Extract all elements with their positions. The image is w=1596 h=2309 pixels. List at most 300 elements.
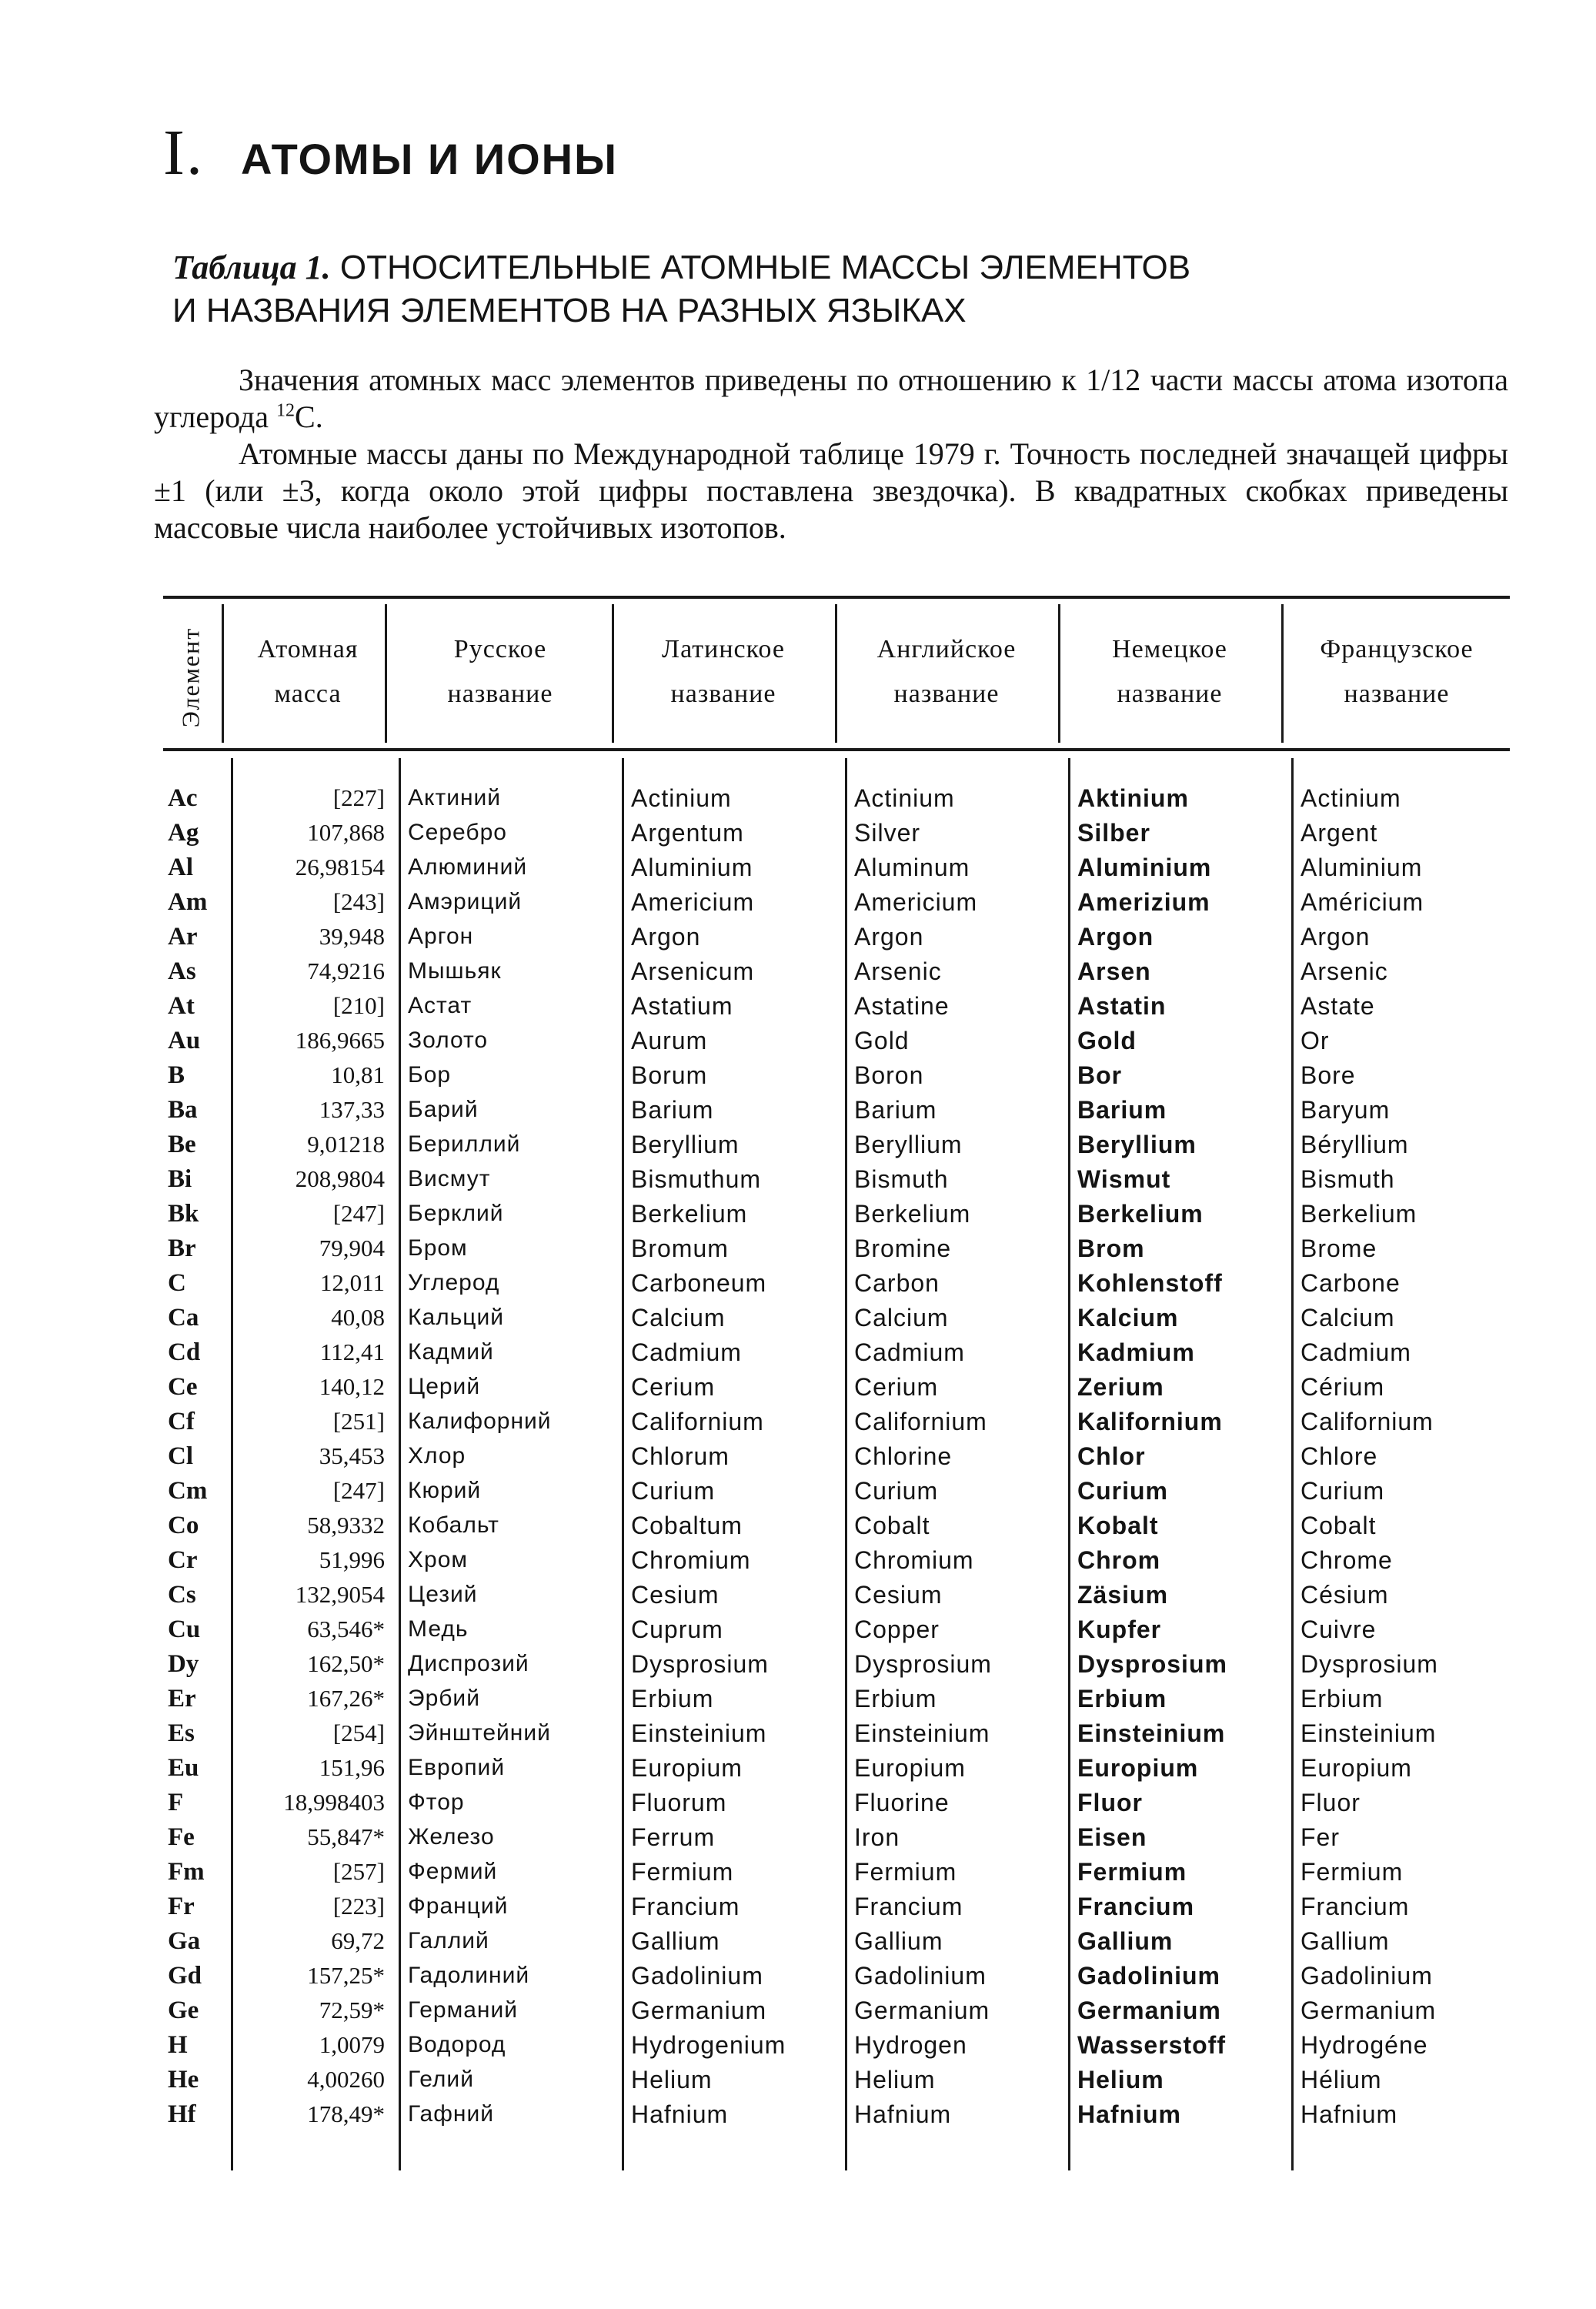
french-name: Cuivre [1301,1616,1377,1643]
russian-name: Калифорний [408,1408,552,1434]
english-name: Curium [854,1477,939,1505]
latin-name: Fluorum [631,1789,727,1816]
german-name: Brom [1077,1235,1145,1262]
intro-p1-text: Значения атомных масс элементов приведены по отношению к 1/12 части массы атома изотопа углерода [154,363,1508,434]
german-name: Barium [1077,1096,1167,1124]
french-name: Cadmium [1301,1338,1411,1366]
table-row [0,1439,1596,1473]
atomic-mass: 137,33 [319,1096,385,1123]
french-name: Fermium [1301,1858,1404,1886]
english-name: Copper [854,1616,940,1643]
french-name: Carbone [1301,1269,1401,1297]
russian-name: Кобальт [408,1512,499,1538]
french-name: Erbium [1301,1685,1384,1713]
element-symbol: Cm [168,1477,208,1505]
atomic-mass: 18,998403 [283,1789,385,1816]
table-row [0,989,1596,1023]
german-name: Europium [1077,1754,1199,1782]
german-name: Chrom [1077,1546,1161,1574]
atomic-mass: 1,0079 [319,2031,385,2058]
element-symbol: Ba [168,1096,198,1124]
russian-name: Хром [408,1547,469,1572]
table-row [0,1820,1596,1854]
french-name: Césium [1301,1581,1389,1609]
table-caption-line1: ОТНОСИТЕЛЬНЫЕ АТОМНЫЕ МАССЫ ЭЛЕМЕНТОВ [339,249,1191,286]
russian-name: Серебро [408,820,507,845]
intro-text [154,362,1508,546]
table-row [0,1301,1596,1335]
english-name: Chromium [854,1546,974,1574]
german-name: Gallium [1077,1927,1174,1955]
header-la-line2: название [670,680,776,708]
table-row [0,1612,1596,1646]
russian-name: Берклий [408,1201,504,1226]
french-name: Arsenic [1301,957,1388,985]
atomic-mass: [210] [332,992,385,1019]
latin-name: Aluminium [631,854,753,881]
russian-name: Гелий [408,2067,474,2092]
german-name: Arsen [1077,957,1151,985]
element-symbol: Au [168,1027,201,1054]
table-row [0,2097,1596,2131]
intro-p1-end: С. [295,399,323,434]
latin-name: Astatium [631,992,733,1020]
english-name: Hafnium [854,2100,952,2128]
latin-name: Gadolinium [631,1962,763,1990]
element-symbol: Ce [168,1373,198,1401]
french-name: Fer [1301,1823,1340,1851]
russian-name: Германий [408,1997,518,2023]
english-name: Barium [854,1096,937,1124]
table-row [0,1370,1596,1404]
atomic-mass: 132,9054 [295,1581,385,1608]
english-name: Germanium [854,1997,990,2024]
table-row [0,1924,1596,1958]
table-caption-label: Таблица 1. [172,249,331,286]
table-row [0,2063,1596,2097]
chapter-heading [163,115,618,190]
atomic-mass: 79,904 [319,1235,385,1261]
english-name: Bismuth [854,1165,949,1193]
header-latin [612,627,835,717]
atomic-mass: 167,26* [307,1685,385,1712]
french-name: Europium [1301,1754,1412,1782]
table-row [0,1335,1596,1369]
french-name: Aluminium [1301,854,1423,881]
russian-name: Мышьяк [408,958,502,984]
russian-name: Медь [408,1616,469,1642]
element-symbol: Cf [168,1408,195,1435]
german-name: Zerium [1077,1373,1164,1401]
element-symbol: Dy [168,1650,199,1678]
atomic-mass: 26,98154 [295,854,385,880]
german-name: Kalcium [1077,1304,1179,1332]
german-name: Fermium [1077,1858,1187,1886]
english-name: Californium [854,1408,987,1435]
atomic-mass: 40,08 [331,1304,385,1331]
atomic-mass: 39,948 [319,923,385,950]
atomic-mass: [247] [332,1477,385,1504]
element-symbol: Es [168,1719,195,1747]
german-name: Beryllium [1077,1131,1197,1158]
russian-name: Актиний [408,785,502,810]
header-element [168,616,214,739]
element-symbol: Bk [168,1200,199,1228]
table-row [0,954,1596,988]
chapter-number: I. [163,117,204,189]
german-name: Curium [1077,1477,1168,1505]
table-row [0,1128,1596,1161]
element-symbol: Fe [168,1823,195,1851]
german-name: Francium [1077,1893,1195,1920]
french-name: Fluor [1301,1789,1361,1816]
header-la-line1: Латинское [662,635,785,663]
french-name: Dysprosium [1301,1650,1438,1678]
french-name: Germanium [1301,1997,1437,2024]
atomic-mass: [227] [332,784,385,811]
header-mass-line1: Атомная [257,635,359,663]
element-symbol: F [168,1789,184,1816]
atomic-mass: 9,01218 [307,1131,385,1158]
english-name: Hydrogen [854,2031,967,2059]
header-ru-line1: Русское [453,635,547,663]
french-name: Bismuth [1301,1165,1395,1193]
latin-name: Arsenicum [631,957,755,985]
element-symbol: Bi [168,1165,192,1193]
russian-name: Бериллий [408,1131,521,1157]
atomic-mass: 63,546* [307,1616,385,1642]
french-name: Chlore [1301,1442,1378,1470]
french-name: Brome [1301,1235,1377,1262]
atomic-mass: 162,50* [307,1650,385,1677]
table-row [0,1405,1596,1439]
element-symbol: H [168,2031,188,2059]
element-symbol: Fr [168,1893,195,1920]
german-name: Aluminium [1077,854,1212,881]
header-german [1058,627,1281,717]
german-name: Gadolinium [1077,1962,1220,1990]
russian-name: Амэриций [408,889,523,914]
french-name: Berkelium [1301,1200,1417,1228]
french-name: Américium [1301,888,1424,916]
english-name: Einsteinium [854,1719,990,1747]
atomic-mass: [247] [332,1200,385,1227]
latin-name: Americium [631,888,755,916]
table-row [0,2028,1596,2062]
header-fr-line2: название [1344,680,1450,708]
french-name: Gadolinium [1301,1962,1433,1990]
french-name: Astate [1301,992,1375,1020]
latin-name: Cerium [631,1373,716,1401]
russian-name: Астат [408,993,472,1018]
english-name: Erbium [854,1685,937,1713]
latin-name: Cesium [631,1581,720,1609]
header-mass-line2: масса [274,680,342,708]
latin-name: Actinium [631,784,732,812]
isotope-superscript: 12 [276,400,295,421]
latin-name: Borum [631,1061,708,1089]
latin-name: Ferrum [631,1823,716,1851]
german-name: Bor [1077,1061,1123,1089]
element-symbol: Ca [168,1304,199,1332]
english-name: Fluorine [854,1789,950,1816]
latin-name: Argentum [631,819,744,847]
russian-name: Европий [408,1755,506,1780]
english-name: Fermium [854,1858,957,1886]
english-name: Iron [854,1823,900,1851]
french-name: Californium [1301,1408,1434,1435]
russian-name: Кюрий [408,1478,482,1503]
russian-name: Алюминий [408,854,528,880]
element-symbol: As [168,957,196,985]
russian-name: Галлий [408,1928,489,1953]
table-row [0,1474,1596,1508]
french-name: Curium [1301,1477,1385,1505]
latin-name: Germanium [631,1997,767,2024]
french-name: Baryum [1301,1096,1391,1124]
element-symbol: Ga [168,1927,201,1955]
element-symbol: Ag [168,819,199,847]
element-symbol: Fm [168,1858,205,1886]
latin-name: Gallium [631,1927,720,1955]
latin-name: Carboneum [631,1269,767,1297]
table-row [0,1959,1596,1993]
header-de-line2: название [1117,680,1223,708]
latin-name: Fermium [631,1858,734,1886]
russian-name: Водород [408,2032,506,2057]
english-name: Francium [854,1893,963,1920]
atomic-mass: [223] [332,1893,385,1920]
english-name: Actinium [854,784,955,812]
french-name: Chrome [1301,1546,1393,1574]
atomic-mass: 12,011 [319,1269,385,1296]
element-symbol: Cr [168,1546,198,1574]
german-name: Kalifornium [1077,1408,1223,1435]
russian-name: Кадмий [408,1339,494,1365]
element-symbol: Be [168,1131,196,1158]
header-english [835,627,1058,717]
header-mass [227,627,389,717]
latin-name: Hydrogenium [631,2031,786,2059]
french-name: Argon [1301,923,1371,951]
latin-name: Calcium [631,1304,726,1332]
latin-name: Bismuthum [631,1165,762,1193]
english-name: Argon [854,923,924,951]
header-element-label: Элемент [176,627,205,728]
atomic-mass: 74,9216 [307,957,385,984]
latin-name: Chlorum [631,1442,730,1470]
latin-name: Einsteinium [631,1719,767,1747]
table-row [0,1231,1596,1265]
german-name: Hafnium [1077,2100,1181,2128]
atomic-mass: 157,25* [307,1962,385,1989]
table-row [0,1058,1596,1092]
english-name: Chlorine [854,1442,953,1470]
russian-name: Кальций [408,1305,504,1330]
french-name: Calcium [1301,1304,1395,1332]
element-symbol: Eu [168,1754,199,1782]
russian-name: Диспрозий [408,1651,529,1676]
latin-name: Chromium [631,1546,751,1574]
german-name: Kadmium [1077,1338,1195,1366]
english-name: Beryllium [854,1131,963,1158]
russian-name: Эрбий [408,1686,480,1711]
english-name: Gallium [854,1927,943,1955]
russian-name: Висмут [408,1166,491,1191]
atomic-mass: 107,868 [307,819,385,846]
table-row [0,1716,1596,1750]
latin-name: Dysprosium [631,1650,769,1678]
french-name: Cobalt [1301,1512,1377,1539]
german-name: Aktinium [1077,784,1189,812]
latin-name: Europium [631,1754,743,1782]
atomic-mass: 35,453 [319,1442,385,1469]
german-name: Kobalt [1077,1512,1159,1539]
german-name: Helium [1077,2066,1164,2093]
element-symbol: Hf [168,2100,196,2128]
table-row [0,1266,1596,1300]
russian-name: Аргон [408,924,474,949]
atomic-mass: [251] [332,1408,385,1435]
english-name: Gold [854,1027,910,1054]
english-name: Cerium [854,1373,939,1401]
latin-name: Bromum [631,1235,729,1262]
element-symbol: At [168,992,195,1020]
header-russian [389,627,612,717]
column-divider [222,604,224,743]
element-symbol: Cs [168,1581,196,1609]
element-symbol: Am [168,888,208,916]
french-name: Hafnium [1301,2100,1398,2128]
atomic-mass: 69,72 [331,1927,385,1954]
table-header-rule [163,748,1510,751]
french-name: Einsteinium [1301,1719,1437,1747]
english-name: Boron [854,1061,924,1089]
element-symbol: Cu [168,1616,201,1643]
element-symbol: Ar [168,923,198,951]
german-name: Berkelium [1077,1200,1204,1228]
element-symbol: Ge [168,1997,199,2024]
header-fr-line1: Французское [1320,635,1474,663]
german-name: Einsteinium [1077,1719,1226,1747]
header-french [1281,627,1512,717]
latin-name: Hafnium [631,2100,729,2128]
latin-name: Aurum [631,1027,708,1054]
english-name: Cadmium [854,1338,965,1366]
english-name: Americium [854,888,978,916]
english-name: Cesium [854,1581,943,1609]
element-symbol: C [168,1269,186,1297]
element-symbol: Er [168,1685,196,1713]
russian-name: Франций [408,1893,509,1919]
table-row [0,1993,1596,2027]
latin-name: Francium [631,1893,740,1920]
atomic-mass: 72,59* [319,1997,385,2023]
german-name: Zäsium [1077,1581,1169,1609]
element-symbol: B [168,1061,185,1089]
english-name: Arsenic [854,957,942,985]
latin-name: Californium [631,1408,764,1435]
french-name: Hydrogéne [1301,2031,1428,2059]
german-name: Dysprosium [1077,1650,1227,1678]
german-name: Chlor [1077,1442,1146,1470]
table-row [0,816,1596,850]
header-ru-line2: название [447,680,553,708]
table-row [0,1751,1596,1785]
table-row [0,1543,1596,1577]
atomic-mass: 10,81 [331,1061,385,1088]
german-name: Wasserstoff [1077,2031,1226,2059]
latin-name: Erbium [631,1685,714,1713]
table-row [0,781,1596,815]
atomic-mass: 58,9332 [307,1512,385,1539]
element-symbol: Cl [168,1442,193,1470]
atomic-mass: 55,847* [307,1823,385,1850]
russian-name: Углерод [408,1270,500,1295]
element-symbol: Ac [168,784,198,812]
french-name: Cérium [1301,1373,1385,1401]
table-row [0,885,1596,919]
element-symbol: Cd [168,1338,201,1366]
russian-name: Церий [408,1374,481,1399]
german-name: Kohlenstoff [1077,1269,1223,1297]
intro-paragraph-1 [154,362,1508,436]
russian-name: Золото [408,1028,489,1053]
element-symbol: Gd [168,1962,202,1990]
atomic-mass: 4,00260 [307,2066,385,2093]
latin-name: Cuprum [631,1616,723,1643]
latin-name: Barium [631,1096,714,1124]
french-name: Hélium [1301,2066,1382,2093]
table-row [0,1855,1596,1889]
table-row [0,920,1596,954]
latin-name: Cadmium [631,1338,742,1366]
atomic-mass: [257] [332,1858,385,1885]
latin-name: Cobaltum [631,1512,743,1539]
english-name: Astatine [854,992,950,1020]
table-row [0,1890,1596,1923]
english-name: Aluminum [854,854,970,881]
latin-name: Argon [631,923,701,951]
russian-name: Бром [408,1235,468,1261]
header-en-line2: название [893,680,1000,708]
german-name: Gold [1077,1027,1137,1054]
russian-name: Хлор [408,1443,466,1469]
english-name: Silver [854,819,921,847]
atomic-mass: [243] [332,888,385,915]
latin-name: Helium [631,2066,713,2093]
french-name: Francium [1301,1893,1410,1920]
russian-name: Эйнштейний [408,1720,551,1746]
latin-name: Berkelium [631,1200,748,1228]
table-top-rule [163,596,1510,599]
atomic-mass: 186,9665 [295,1027,385,1054]
german-name: Amerizium [1077,888,1210,916]
atomic-mass: 51,996 [319,1546,385,1573]
atomic-mass: [254] [332,1719,385,1746]
german-name: Erbium [1077,1685,1167,1713]
russian-name: Фермий [408,1859,498,1884]
english-name: Europium [854,1754,966,1782]
french-name: Bore [1301,1061,1356,1089]
english-name: Calcium [854,1304,949,1332]
element-symbol: Co [168,1512,199,1539]
french-name: Argent [1301,819,1378,847]
english-name: Bromine [854,1235,952,1262]
table-row [0,1509,1596,1542]
english-name: Helium [854,2066,936,2093]
german-name: Astatin [1077,992,1167,1020]
